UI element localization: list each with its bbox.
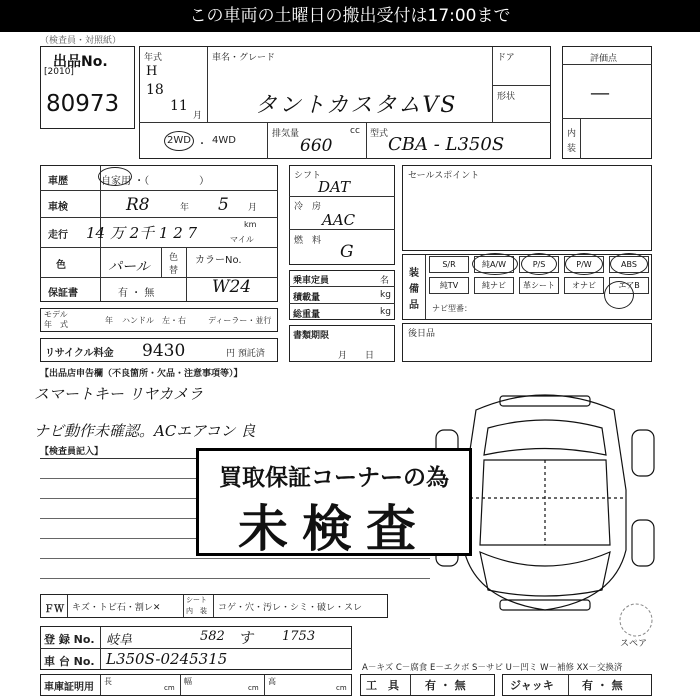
damage-legend: A－キズ C－腐食 E－エクボ S－サビ U－凹ミ W－補修 XX－交換済 bbox=[362, 663, 623, 673]
load-label: 積載量 bbox=[293, 293, 321, 303]
year-era: H bbox=[146, 64, 158, 79]
equip-tv: 純TV bbox=[429, 277, 469, 294]
reg-options: 自家用 ・（ ） bbox=[101, 176, 210, 187]
equip-ps: P/S bbox=[519, 256, 559, 273]
sheet-header: （検査員・対照紙） bbox=[40, 36, 122, 46]
color-swap-1: 色 bbox=[169, 253, 179, 263]
width-label: 幅 bbox=[184, 677, 192, 686]
interior-label-1: 内 bbox=[567, 129, 577, 139]
expiry-label: 書類期限 bbox=[293, 331, 330, 341]
inspection-month: 5 bbox=[218, 195, 229, 215]
model-label: 型式 bbox=[370, 129, 389, 139]
ac-value: AAC bbox=[322, 211, 356, 229]
mileage-label: 走行 bbox=[48, 230, 68, 241]
fuel-label: 燃 料 bbox=[294, 236, 322, 246]
inspection-label: 車検 bbox=[48, 202, 68, 213]
stamp-line1: 買取保証コーナーの為 bbox=[219, 465, 449, 491]
height-label: 高 bbox=[268, 677, 276, 686]
fuel-value: G bbox=[340, 242, 354, 262]
length-label: 長 bbox=[104, 677, 112, 686]
color-value: パール bbox=[108, 259, 150, 275]
shift-label: シフト bbox=[294, 171, 322, 181]
stamp-line2: 未検査 bbox=[238, 500, 430, 558]
equip-abs: ABS bbox=[609, 256, 649, 273]
registration-number: 1753 bbox=[282, 629, 316, 644]
year-value: 18 bbox=[146, 82, 164, 98]
equip-sr: S/R bbox=[429, 256, 469, 273]
shift-value: DAT bbox=[318, 178, 351, 196]
score-value: — bbox=[590, 80, 610, 104]
drive-sep: ・ bbox=[197, 139, 207, 150]
score-label: 評価点 bbox=[590, 54, 618, 64]
model-year-label-1: モデル bbox=[44, 310, 68, 319]
equipment-label-3: 品 bbox=[409, 300, 419, 311]
fw-seat-2: 内 装 bbox=[186, 607, 207, 615]
displacement-value: 660 bbox=[300, 136, 333, 156]
warranty-options: 有 ・ 無 bbox=[118, 288, 155, 299]
registration-region: 岐阜 bbox=[106, 633, 133, 648]
chassis-label: 車 台 No. bbox=[44, 655, 95, 668]
drive-4wd: 4WD bbox=[212, 135, 236, 146]
color-number-value: W24 bbox=[212, 277, 252, 297]
fw-label: ＦＷ bbox=[44, 604, 64, 615]
registration-class: 582 bbox=[200, 629, 225, 644]
inspection-month-unit: 月 bbox=[248, 203, 258, 213]
reg-label: 車歴 bbox=[48, 176, 68, 187]
ps-circle bbox=[521, 253, 557, 275]
unexamined-stamp bbox=[196, 448, 472, 556]
equip-alloy: 純A/W bbox=[474, 256, 514, 273]
name-grade-value: タントカスタムVS bbox=[255, 93, 458, 118]
pw-circle bbox=[565, 253, 603, 275]
color-label: 色 bbox=[56, 260, 66, 271]
after-fit-box bbox=[402, 323, 652, 362]
registration-kana: す bbox=[238, 629, 254, 647]
expiry-unit: 月 日 bbox=[338, 351, 375, 361]
displacement-unit: cc bbox=[350, 126, 360, 136]
after-fit-label: 後日品 bbox=[408, 329, 436, 339]
year-month: 11 bbox=[170, 98, 188, 114]
lot-number: 80973 bbox=[46, 91, 120, 117]
airbag-circle bbox=[604, 281, 634, 309]
inspector-label: 【検査員記入】 bbox=[40, 447, 104, 457]
equip-leather: 革シート bbox=[519, 277, 559, 294]
year-month-unit: 月 bbox=[193, 111, 203, 121]
color-number-label: カラーNo. bbox=[195, 255, 242, 266]
jack-options: 有 ・ 無 bbox=[582, 679, 623, 692]
km-unit: km bbox=[244, 220, 257, 229]
ac-label: 冷 房 bbox=[294, 202, 322, 212]
model-year-unit: 年 bbox=[105, 316, 113, 325]
equip-pw: P/W bbox=[564, 256, 604, 273]
recycle-value: 9430 bbox=[142, 341, 186, 361]
displacement-label: 排気量 bbox=[272, 129, 300, 139]
equip-other-navi: オナビ bbox=[564, 277, 604, 294]
capacity-label: 乗車定員 bbox=[293, 276, 330, 286]
mileage-value: 14 万 2千 1 2 7 bbox=[86, 224, 198, 242]
year-label: 年式 bbox=[144, 53, 163, 63]
door-label: ドア bbox=[497, 53, 515, 63]
weight-unit: kg bbox=[380, 307, 391, 317]
top-banner bbox=[0, 0, 700, 32]
width-unit: cm bbox=[248, 684, 259, 692]
equip-navi: 純ナビ bbox=[474, 277, 514, 294]
mile-unit: マイル bbox=[230, 235, 254, 244]
fw-interior-options: コゲ・穴・汚レ・シミ・破レ・スレ bbox=[218, 603, 363, 613]
tools-label: 工 具 bbox=[366, 679, 399, 692]
fw-options: キズ・トビ石・割レ✕ bbox=[72, 603, 161, 613]
equipment-label-2: 備 bbox=[409, 284, 419, 295]
length-unit: cm bbox=[164, 684, 175, 692]
recycle-unit: 円 預託済 bbox=[226, 349, 265, 359]
nav-model-label: ナビ型番： bbox=[432, 304, 472, 313]
lot-number-box bbox=[40, 46, 135, 129]
equip-airbag: エアB bbox=[609, 277, 649, 294]
fw-seat-1: シート bbox=[186, 596, 207, 604]
notes-line2: ナビ動作未確認。ACエアコン 良 bbox=[34, 422, 256, 440]
lot-label: 出品No. bbox=[53, 54, 108, 70]
weight-label: 総重量 bbox=[293, 310, 321, 320]
lot-year-tag: [2010] bbox=[44, 67, 74, 77]
notes-line1: スマートキー リヤカメラ bbox=[34, 385, 204, 403]
chassis-value: L350S-0245315 bbox=[106, 650, 228, 668]
model-value: CBA - L350S bbox=[388, 134, 505, 155]
spare-label: スペア bbox=[620, 639, 648, 649]
dealer-label: ディーラー・並行 bbox=[208, 316, 272, 325]
tools-options: 有 ・ 無 bbox=[425, 679, 466, 692]
shape-label: 形状 bbox=[497, 92, 516, 102]
inspection-year-unit: 年 bbox=[180, 203, 190, 213]
garage-cert-label: 車庫証明用 bbox=[44, 682, 94, 693]
sales-point-label: セールスポイント bbox=[408, 171, 480, 181]
drive-2wd: 2WD bbox=[167, 135, 191, 146]
warranty-label: 保証書 bbox=[48, 288, 78, 299]
handle-label: ハンドル 左・右 bbox=[122, 316, 186, 325]
banner-text: この車両の土曜日の搬出受付は17:00まで bbox=[189, 6, 511, 26]
notes-label: 【出品店申告欄（不良箇所・欠品・注意事項等）】 bbox=[40, 369, 243, 379]
color-swap-2: 替 bbox=[169, 266, 179, 276]
jack-label: ジャッキ bbox=[510, 679, 554, 692]
height-unit: cm bbox=[336, 684, 347, 692]
inspection-value: R8 bbox=[126, 195, 150, 215]
abs-circle bbox=[610, 253, 648, 275]
capacity-unit: 名 bbox=[380, 276, 390, 286]
load-unit: kg bbox=[380, 290, 391, 300]
name-grade-label: 車名・グレード bbox=[212, 53, 276, 63]
registration-label: 登 録 No. bbox=[44, 633, 95, 646]
recycle-label: リサイクル料金 bbox=[45, 348, 114, 359]
equipment-label-1: 装 bbox=[409, 268, 419, 279]
spare-tire-icon bbox=[616, 600, 656, 640]
alloy-circle bbox=[472, 253, 518, 275]
model-year-label-2: 年 式 bbox=[44, 320, 68, 329]
interior-label-2: 装 bbox=[567, 144, 577, 154]
